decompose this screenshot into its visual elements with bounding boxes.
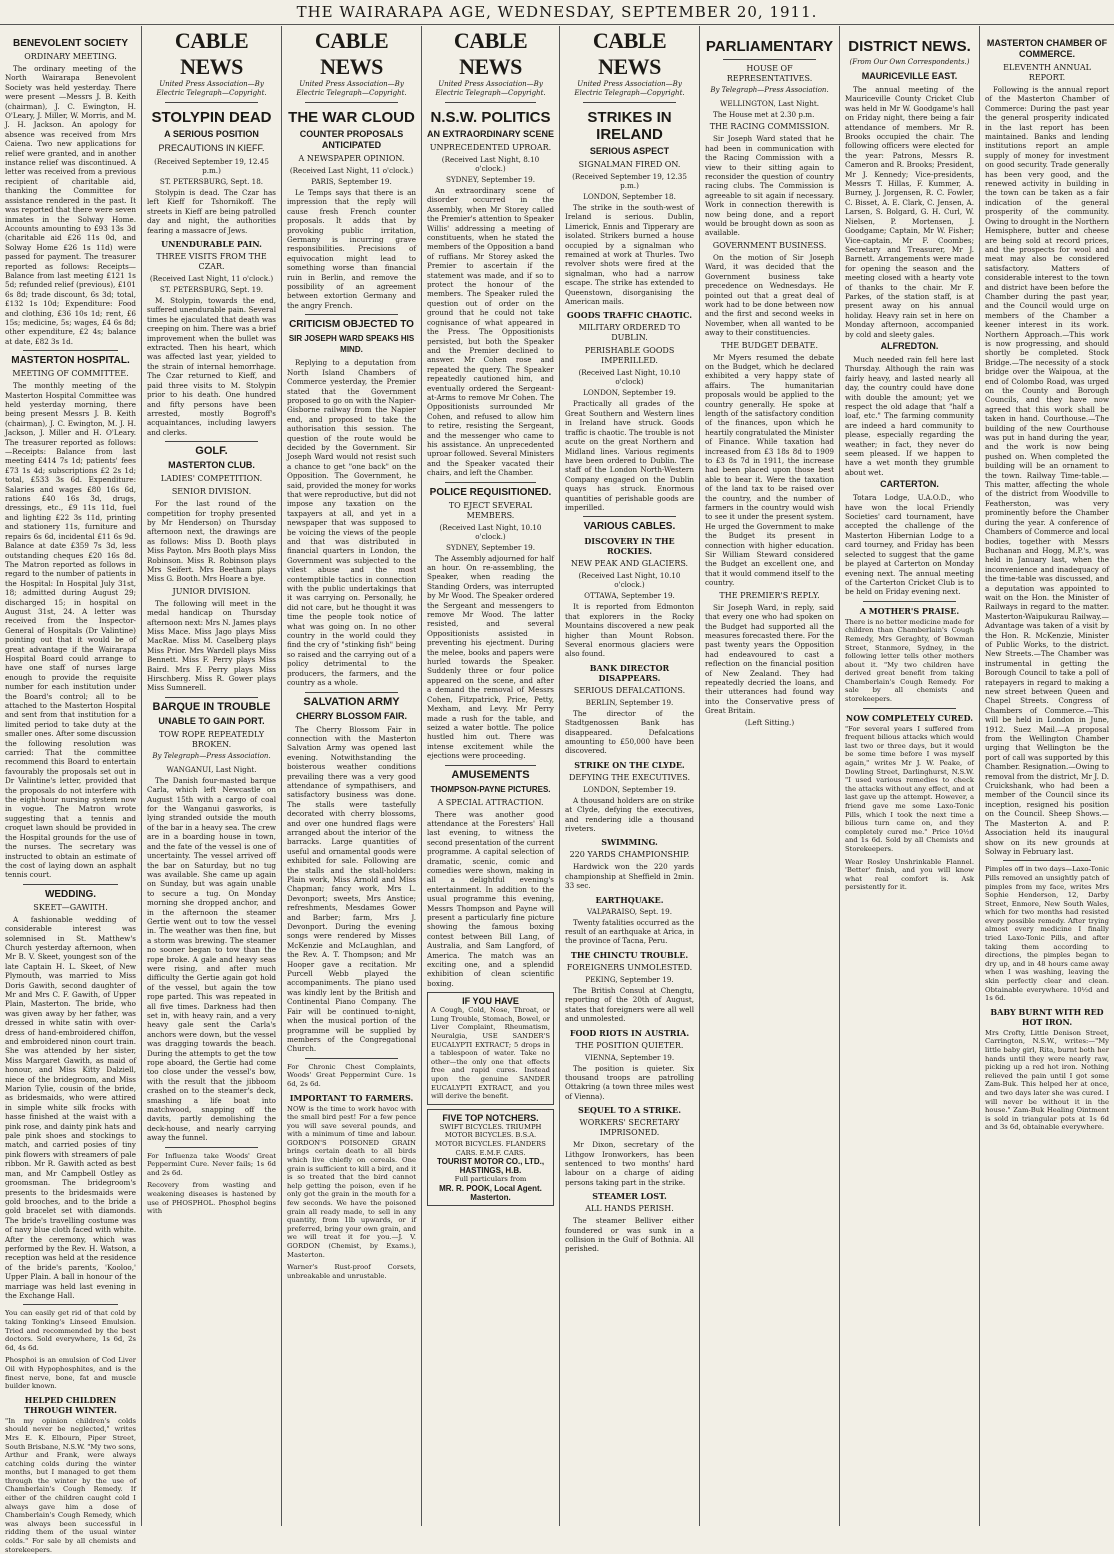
column-6 — [700, 26, 840, 1526]
article-nsw: An extraordinary scene of disorder occurred in the Assembly, when Mr Storey called the Premier's attention to Speaker Willis' addressing a meeting of constituents, when he stated the members of the Opposition a band of ruffians. Mr Storey asked the Premier to ascertain if the statement was made, and if so to protect the honour of the members. The Speaker ruled the question out of order on the ground that he could not take cognisance of what appeared in the Press. The Oppositionists persisted, but both the Speaker and the Premier declined to answer. Mr Cohen rose and repeated the query. The Speaker repeatedly cautioned him, and eventually ordered the Sergeant-at-Arms to remove Mr Cohen. The Oppositionists surrounded Mr Cohen, and refused to allow him to retire, resisting the Sergeant, and the messenger who came to his assistance. An unprecedented uproar followed. Several Ministers and the Speaker vacated their chairs, and left the Chamber. — [427, 186, 554, 478]
headline-farmers: IMPORTANT TO FARMERS. — [289, 1092, 414, 1103]
article-stolypin-2: M. Stolypin, towards the end, suffered unendurable pain. Several times he ejaculated that death was creeping on him. There was a brief improvement when the bullet was extracted. Then his heart, which was affected last year, yielded to the strain of internal hemorrhage. The Czar returned to Kieff, and paid three visits to M. Stolypin prior to his death. One hundred and fifty persons have been arrested, mostly Bogroff's acquaintances, including lawyers and clerks. — [147, 296, 276, 437]
ad-warner: Warner's Rust-proof Corsets, unbreakable and unrustable. — [287, 1263, 416, 1280]
ad-woods: For Influenza take Woods' Great Peppermint Cure. Never fails; 1s 6d and 2s 6d. — [147, 1151, 276, 1177]
subhead-alfredton: ALFREDTON. — [880, 340, 939, 351]
article-house: The House met at 2.30 p.m. — [713, 110, 815, 119]
divider — [583, 516, 676, 517]
ad-tourist — [427, 1109, 554, 1206]
subhead-club: MASTERTON CLUB. — [168, 460, 255, 471]
subhead-swimming: SWIMMING. — [601, 837, 658, 848]
cable-news-banner: CABLE NEWS — [592, 28, 667, 79]
article-junior: The following will meet in the medal handicap on Thursday afternoon next: Mrs N. James plays Miss Mace. Miss Jago plays Miss MacRae. Miss M. Caselberg plays Miss Prior. Mrs Wardell plays Miss Bennett. Miss F. Perry plays Miss Baird. Mrs F. Perry plays Miss Hirschberg. Miss R. Gower plays Miss Sumnerell. — [147, 598, 276, 693]
ad-sander-body: A Cough, Cold, Nose, Throat, or Lung Trouble, Stomach, Bowel, or Liver Complaint, Rheumatism, Neuralgia, USE SANDER'S EUCALYPTI EXTRACT; 5 drops in a tablespoon of water. Take no other—the only one that effects free and rapid cures. Instead upon the genuine SANDER EUCALYPTI EXTRACT, and you will derive the benefit. — [431, 1006, 550, 1101]
subhead-junior: JUNIOR DIVISION. — [172, 586, 251, 596]
headline-baby: BABY BURNT WITH RED HOT IRON. — [990, 1006, 1104, 1027]
ad-phosphol: Recovery from wasting and weakening diseases is hastened by use of PHOSPHOL. Phosphol begins with — [147, 1181, 276, 1216]
column-1 — [0, 26, 142, 1554]
article-earthquake: Twenty fatalities occurred as the result of an earthquake at Arica, in the province of Tacna, Peru. — [565, 917, 694, 946]
subhead-thompson: THOMPSON-PAYNE PICTURES. — [430, 784, 551, 794]
subhead-extraordinary: AN EXTRAORDINARY SCENE — [427, 129, 555, 139]
place-line: SYDNEY, September 19. — [445, 542, 536, 552]
article-budget: Mr Myers resumed the debate on the Budget, which he declared exhibited a very happy state of affairs. The humanitarian proposals would be applied to the country generally. He spoke at length of the satisfactory condition of the finances, upon which he heartily congratulated the Minister of Finance. While taxation had increased from £3 18s 8d to 1909 to £3 8s 7d in 1911, the increase had been placed upon those best able to bear it. Were the taxation of the land tax to be raised over the country, and the number of farmers in the country would wish to see it under the present system. He urged the Government to make the Budget its present in connection with higher education. Sir William Steward considered the Budget an excellent one, and that it would commend itself to the country. — [705, 352, 834, 588]
article-rockies: It is reported from Edmonton that explorers in the Rocky Mountains discovered a new peak higher than Mount Robson. Several enormous glaciers were also found. — [565, 602, 694, 659]
article-stolypin: Stolypin is dead. The Czar has left Kieff for Tshornikoff. The streets in Kieff are being patrolled day and night, the authorities fearing a massacre of Jews. — [147, 188, 276, 235]
article-mauriceville: The annual meeting of the Mauriceville County Cricket Club was held in Mr W. Goodgame's hall on Friday night, there being a fair attendance of members. Mr R. Brooks occupied the chair. The following officers were elected for the year: Patrons, Messrs R. Cameron and R. Brooks; President, Mr J. Kennedy; Vice-presidents, Messrs T. Hillas, F. Kummer, A. Burney, J. Jorgensen, R. C. Fowler, C. Bisset, A. E. Clark, C. Jensen, A. Larsen, S. Bolgard, G. H. Curl, W. Nielsen, P. Mortensen, J. Goodgame; Captain, Mr W. Fisher; Vice-captain, Mr F. Coombes; Secretary and Treasurer, Mr J. Barnett. Arrangements were made for opening the season and the meeting closed with a hearty vote of thanks to the chair. Mr F. Parkes, of the station staff, is at present away on his annual holiday. Heavy rain set in here on Monday afternoon, accompanied by cold and sleety gales. — [845, 85, 974, 339]
headline-chamber: MASTERTON CHAMBER OF COMMERCE. — [986, 38, 1108, 59]
headline-amusements: AMUSEMENTS — [451, 768, 530, 781]
article-war-cloud: Le Temps says that there is an impression that the reply will cause fresh French counter proposals. It adds that by provoking public irritation, Germany is incurring grave responsibilities. Precisions of equivocation might lead to something worse than financial ruin in Berlin, and remove the possibility of an agreement between extortion Germany and the angry French. — [287, 188, 416, 310]
divider — [305, 1058, 398, 1059]
ad-cured: "For several years I suffered from frequent bilious attacks which would last two or three days, but it would be some time before I was myself again," writes Mr J. W. Peake, of Dowling Street, Darlinghurst, N.S.W. "I used various remedies to check the attacks without any effect, and at last gave up the attempt. However, a friend gave me some Laxo-Tonic Pills, which I took the next time a bilious turn came on, and they completely cured me." Price 10½d and 1s 6d. Sold by all Chemists and Storekeepers. — [845, 724, 974, 853]
headline-benevolent: BENEVOLENT SOCIETY — [12, 38, 128, 49]
headline-strikes: STRIKES IN IRELAND — [587, 109, 672, 143]
subhead-unable: UNABLE TO GAIN PORT. — [158, 715, 265, 726]
article-salvation: The Cherry Blossom Fair in connection with the Masterton Salvation Army was opened last evening. Notwithstanding the boisterous weather conditions prevailing there was a very good attendance of sympathisers, and satisfactory business was done. The stalls were tastefully decorated with cherry blossoms, and over one hundred flags were arranged about the interior of the barracks. Large quantities of useful and ornamental goods were exhibited for sale. Following are the stalls and the stall-holders: Plain work, Miss Arnold and Miss Chapman; fancy work, Mrs L. Devonport; sweets, Mrs Anstice; refreshments, Mesdames Gower and Barber; farm, Mrs J. Devonport. During the evening songs were rendered by Misses McKenzie and McLaughlan, and the Rev. A. T. Thompson; and Mr Hooper gave a recitation. Mr Purcell Webb played the accompaniments. The piano used was kindly lent by the British and Continental Piano Company. The Fair will be continued to-night, when the musical portion of the programme will be supplied by members of the Congregational Church. — [287, 724, 416, 1054]
article-barque: The Danish four-masted barque Carla, which left Newcastle on August 15th with a cargo of coal for the Wanganui gasworks, is lying stranded outside the mouth of the bar in a heavy sea. The crew are in a boarding house in town, and the fate of the vessel is one of uncertainty. The vessel arrived off the bar on Saturday, but no tug was available. She came up again on Sunday, but was again unable to secure a tug. On Monday morning she dropped anchor, and in the afternoon the steamer Gertie went out to tow the vessel in. The weather was then fine, but a storm was brewing. The steamer no sooner began to tow than the rope broke. A gale and heavy seas were rising, and after much difficulty the Gertie again got hold of the vessel, but again the tow rope parted. This was repeated in all five times. Darkness had then set in, with heavy rain, and a very heavy gale sent the Carla's anchors were down, but the vessel was dragging towards the beach. During the attempts to get the tow rope aboard, the Gertie had come too close under the vessel's bow, with the result that the jibboom crashed on to the steamer's deck, smashing a life boat into matchwood, snapping off the davits, partly demolishing the deck-house, and nearly carrying away the funnel. — [147, 775, 276, 1143]
place-line: BERLIN, September 19. — [585, 697, 674, 707]
article-benevolent: The ordinary meeting of the North Wairarapa Benevolent Society was held yesterday. There were present —Messrs J. B. Keith (chairman), J. C. Ewington, H. O'Leary, J. Miller, W. Morris, and M. J. H. Jackson. An apology for absence was received from Mrs Caiena. Two new applications for relief were granted, and in another instance relief was discontinued. A letter was received from a previous recipient of charitable aid, thanking the Committee for assistance rendered in the past. It was reported that there were seven inmates in the Solway Home. Accounts amounting to £93 13s 3d (charitable aid £26 11s 0d, and Solway Home £26 1s 11d) were passed for payment. The treasurer reported as follows: Receipts—Balance from last meeting £121 1s 5d; refunded relief (previous), £101 6s 8d; trade discount, 6s 3d; total, £132 1s 10d; Expenditure: Food and clothing, £36 10s 1d; rent, £6 15s; medicine, 5s; wages, £4 6s 8d; other expenditure, £2 4s; balance at date, £82 3s 1d. — [5, 64, 136, 346]
credit: United Press Association—By Electric Telegraph—Copyright. — [435, 80, 546, 97]
ad-tourist-agent: MR. R. POOK, Local Agent. Masterton. — [439, 1183, 542, 1202]
article-hospital: The monthly meeting of the Masterton Hospital Committee was held yesterday morning, there being present Messrs J. B. Keith (chairman), J. C. Ewington, M. J. H. Jackson, J. Miller and H. O'Leary. The treasurer reported as follows: —Receipts: Balance from last meeting £414 7s 1d; patients' fees £73 1s 4d; subscriptions £2 2s 1d; total, £533 3s 6d. Expenditure: Salaries and wages £80 16s 6d, rations £40 16s 3d, drugs, dressings, etc., £9 11s 11d, fuel and lighting £22 3s 11d, printing and stationery 11s, furniture and repairs 6s 6d, incidental £11 6s 9d. Balance at date £359 7s 3d, less outstanding cheques £20 16s 8d. The Matron reported as follows in regard to the number of patients in the Hospital: In Hospital July 31st, 18; admitted during August 29; discharged 15; in hospital on August 31st, 24. A letter was received from the Inspector-General of Hospitals (Dr Valintine) pointing out that it would be of great advantage if the Wairarapa Hospital Board could arrange to have one staff of nurses large enough to provide the requisite number for each institution under the Board's control; all to be attached to the Masterton Hospital and sent from that institution for a limited period to take duty at the smaller ones. After some discussion the following resolution was carried: That the committee recommend this Board to entertain favourably the proposals set out in Dr Valintine's letter, provided that the proposals do not interfere with the eight-hour nursing system now in vogue. The Matron wrote suggesting that a tennis and croquet lawn should be provided in the Hospital grounds for the use of the nurses. The secretary was instructed to obtain an estimate of the cost of laying down an asphalt tennis court. — [5, 381, 136, 880]
subhead-chinese: THE CHINCTU TROUBLE. — [570, 949, 689, 960]
place-line: WELLINGTON, Last Night. — [719, 99, 820, 108]
article-wedding: A fashionable wedding of considerable interest was solemnised in St. Matthew's Church yesterday afternoon, when Mr B. V. Skeet, youngest son of the late Captain H. L. Skeet, of New Plymouth, was married to Miss Doris Gawith, second daughter of Mr and Mrs C. F. Gawith, of Upper Plain, Masterton. The bride, who was given away by her father, was dressed in white satin with over-dress of hand-embroidered chiffon, and embroidered ninon court train. She was attended by her sister, Miss Margaret Gawith, as maid of honour, and Miss Kitty Dalziell, niece of the bridegroom, and Miss Marion Tylie, cousin of the bride, as bridesmaids, who were attired in simple white silk frocks with hasse finished at the waist with a pink rose, and dainty pink hats and pale pink shoes and stockings to match, and carried posies of tiny pink flowers with streamers of pale ribbon. Mr R. Gawith acted as best man, and Mr Campbell Ostley as groomsman. The bridegroom's presents to the bridesmaids were gold brooches, and to the bride a gold bracelet set with diamonds. The bride's travelling costume was of navy blue cloth faced with white. After the ceremony, which was performed by the Rev. H. Watson, a reception was held at the residence of the bride's parents, 'Kooloo,' Upper Plain. A ball in honour of the marriage was held last evening in the Exchange Hall. — [5, 914, 136, 1300]
ad-tourist-full: Full particulars from — [454, 1175, 527, 1184]
divider — [305, 692, 398, 693]
article-golf: For the last round of the competition for trophy presented by Mr Henderson) on Thursday afternoon next, the drawings are as follows: Miss D. Booth plays Miss Payton. Mrs Booth plays Miss Robinson. Miss R. Robinson plays Mrs Seifert. Mrs Beetham plays Miss G. Booth. Mrs Hoare a bye. — [147, 499, 276, 584]
ad-sander-head: IF YOU HAVE — [462, 996, 519, 1007]
subhead-report: ELEVENTH ANNUAL REPORT. — [1003, 63, 1091, 82]
subhead-signalman: SIGNALMAN FIRED ON. — [578, 160, 681, 169]
subhead-military: MILITARY ORDERED TO DUBLIN. — [578, 323, 681, 343]
ad-tourist-head: FIVE TOP NOTCHERS. — [442, 1112, 539, 1123]
subhead-peak: NEW PEAK AND GLACIERS. — [570, 559, 689, 569]
headline-cured: NOW COMPLETELY CURED. — [845, 712, 974, 723]
headline-golf: GOLF. — [195, 445, 228, 458]
article-bank: The director of the Stadtgenossen Bank has disappeared. Defalcations amounting to £50,000 have been discovered. — [565, 708, 694, 756]
divider — [165, 102, 258, 103]
subhead-senior: SENIOR DIVISION. — [171, 487, 252, 497]
subhead-workers: WORKERS' SECRETARY IMPRISONED. — [579, 1118, 680, 1138]
subhead-allhands: ALL HANDS PERISH. — [585, 1204, 674, 1214]
place-line: LONDON, September 19. — [583, 784, 676, 794]
subhead-skeet: SKEET—GAWITH. — [33, 902, 108, 912]
headline-various: VARIOUS CABLES. — [583, 521, 676, 533]
subhead-ordinary: ORDINARY MEETING. — [24, 52, 117, 61]
newspaper-page — [0, 26, 1114, 1554]
dateline: (Received Last Night, 10.10 o'clock.) — [578, 571, 681, 590]
divider — [305, 314, 398, 315]
dateline: (Received September 19, 12.35 p.m.) — [572, 172, 687, 190]
dateline: (Received Last Night, 10.10 o'clock) — [578, 368, 681, 387]
article-chamber: Following is the annual report of the Masterton Chamber of Commerce: During the past year the general prosperity indicated in the last report has been maintained. Banks and lending institutions report an ample supply of money for investment on good security. Trade generally has been very good, and the renewed activity in building in the town can be taken as a fair indication of the general prosperity of the community. Owing to drought in the Northern Hemisphere, butter and cheese are being sold at record prices, and the prospects for wool and meat may also be considered satisfactory. Matters of considerable interest to the town and district have been before the Chamber during the past year, and the Council would urge on members of the Chamber a keener interest in its work. Northern Approach.—This work is now progressing, and should shortly be completed. Stock Bridge.—The necessity of a stock bridge over the Waipoua, at the end of Colombo Road, was urged on the County and Borough Councils, and they have now agreed that this work shall be taken in hand. Courthouse.—The building of the new Courthouse was put in hand during the year, and the work is now being pushed on. When completed the building will be an ornament to the town. Railway Time-table.—This matter, affecting the whole of the district from Woodville to Featherston, was very prominently before the Chamber during the year. A conference of Chambers of Commerce and local bodies, together with Messrs Buchanan and Hogg, M.P.'s, was held in January last, when the inconvenience and inadequacy of the time-table was discussed, and a deputation was appointed to wait on the Hon. the Minister of Railways in regard to the matter. Masterton-Waipukurau Railway.—Advantage was taken of a visit by the Hon. R. McKenzie, Minister of Public Works, to the district. New Streets.—The Chamber was instrumental in getting the Borough Council to take a poll of ratepayers in regard to making a new street between Queen and Chapel Streets. Congress of Chambers of Commerce.—This will be held in London in June, 1912. Suez Mail.—A proposal from the Wellington Chamber urging that Wellington be the port of call was supported by this Chamber. Resignation.—Owing to removal from the district, Mr J. D. Cruickshank, who had been a member of the Council since its inception, resigned his position on the Council. Sheep Shows.—The Masterton A. and P. Association held its inaugural show on its new grounds at Solway in February last. — [985, 85, 1109, 856]
place-line: WANGANUI, Last Night. — [166, 764, 257, 774]
place-line: OTTAWA, September 19. — [584, 591, 675, 601]
credit: United Press Association—By Electric Telegraph—Copyright. — [296, 80, 407, 97]
credit: United Press Association—By Electric Telegraph—Copyright. — [574, 80, 685, 97]
cable-news-banner: CABLE NEWS — [314, 28, 389, 79]
ad-sander — [427, 992, 554, 1105]
subhead-unprecedented: UNPRECEDENTED UPROAR. — [429, 143, 552, 152]
subhead-220: 220 YARDS CHAMPIONSHIP. — [569, 850, 690, 860]
ad-tourist-company: TOURIST MOTOR CO., LTD., HASTINGS, H.B. — [436, 1157, 545, 1176]
subhead-sequel: SEQUEL TO A STRIKE. — [578, 1105, 681, 1116]
subhead-serious: A SERIOUS POSITION — [164, 129, 259, 139]
subhead-committee: MEETING OF COMMITTEE. — [12, 369, 129, 379]
article-police: The Assembly adjourned for half an hour. On re-assembling, the Speaker, when reading the Standing Orders, was interrupted by Mr Wood. The Speaker ordered the Sergeant and messengers to remove Mr Wood. The latter resisted, and several Oppositionists assisted in preventing his ejectment. During the melee, books and papers were hurled towards the Speaker. Suddenly three or four police appeared on the scene, and after a demand the removal of Messrs Cohen, Fitzpatrick, Price, Petty, Mexham, and Levy. Mr Perry made a rush for the table, and seized a water bottle. The police hustled him out. There was intense excitement while the ejections were proceeding. — [427, 553, 554, 761]
article-chinese: The British Consul at Chengtu, reporting of the 20th of August, states that foreigners were all well and unmolested. — [565, 985, 694, 1024]
divider — [23, 350, 118, 351]
place-line: VALPARAISO, Sept. 19. — [586, 906, 673, 916]
ad-gordon: NOW is the time to work havoc with the small bird pest! For a few pence you will save several pounds, and with a minimum of time and labour. GORDON'S POISONED GRAIN brings certain death to all birds which live chiefly on cereals. One grain is sufficient to kill a bird, and it is so treated that the bird cannot help getting the poison, even if he only got the grain in the mouth for a few seconds. We have the poisoned grain all ready made, to sell in any quantity, from 1lb upwards, or if preferred, bring your own grain, and we will treat it for you.—J. V. GORDON (Chemist, by Exams.), Masterton. — [287, 1104, 416, 1259]
subhead-perishable: PERISHABLE GOODS IMPERILLED. — [584, 346, 675, 366]
credit: United Press Association—By Electric Telegraph—Copyright. — [156, 80, 267, 97]
article-racing: Sir Joseph Ward stated that he had been in communication with the Racing Commission with a view to their sitting again to reconsider the question of country racing clubs. The Commission is agreeable to sit again if necessary. Work in connection therewith is now being done, and a report would be brought down as soon as available. — [705, 134, 834, 238]
ad-helped-children: "In my opinion children's colds should never be neglected," writes Mrs E. K. Elbourn, Piper Street, South Brisbane, N.S.W. "My two sons, Arthur and Frank, were always catching colds during the winter months, but I managed to get them through the winter by the use of Chamberlain's Cough Remedy. If either of the children caught cold I always gave him a dose of Chamberlain's Cough Remedy, which was always been successful in ridding them of the usual winter colds." For sale by all chemists and storekeepers. — [5, 1416, 136, 1554]
article-swimming: Hardwick won the 220 yards championship at Sheffield in 2min. 33 sec. — [565, 862, 694, 891]
headline-district: DISTRICT NEWS. — [848, 38, 971, 55]
article-sequel: Mr Dixon, secretary of the Lithgow Ironworkers, has been sentenced to two months' hard labour on a charge of aiding persons taking part in the strike. — [565, 1140, 694, 1187]
column-4 — [422, 26, 560, 1526]
ad-tourist-bikes: SWIFT BICYCLES. TRIUMPH MOTOR BICYCLES. B.S.A. MOTOR BICYCLES. FLANDERS CARS. E.M.F. CARS. — [435, 1122, 546, 1157]
divider — [863, 601, 956, 602]
subhead-racing: THE RACING COMMISSION. — [709, 122, 830, 132]
subhead-ward: SIR JOSEPH WARD SPEAKS HIS MIND. — [288, 334, 415, 355]
article-premier: Sir Joseph Ward, in reply, said that every one who had spoken on the Budget had supported all the measures forecasted there. For the past twenty years the Opposition had endeavoured to cast a reflection on the financial position of New Zealand. They had repeatedly decried the loans, and their utterances had found way into the Conservative press of Great Britain. — [705, 602, 834, 716]
place-line: VIENNA, September 19. — [584, 1052, 675, 1062]
article-steamer: The steamer Belliver either foundered or was sunk in a collision in the Gulf of Bothnia. All perished. — [565, 1216, 694, 1254]
column-8 — [980, 26, 1114, 1526]
article-food: The position is quieter. Six thousand troops are patrolling Ottakring (a town three miles west of Vienna). — [565, 1063, 694, 1101]
subhead-goods: GOODS TRAFFIC CHAOTIC. — [566, 310, 693, 321]
headline-helped-children: HELPED CHILDREN THROUGH WINTER. — [24, 1394, 117, 1415]
subhead-mauriceville: MAURICEVILLE EAST. — [861, 71, 958, 81]
article-clyde: A thousand holders are on strike at Clyde, defying the executives, and rendering idle a thousand riveters. — [565, 795, 694, 834]
subhead-premier: THE PREMIER'S REPLY. — [719, 590, 820, 600]
ad-zam-buk: Mrs Crofty, Little Denison Street, Carrington, N.S.W., writes:—"My little baby girl, Rita, burnt both her hands until they were nearly raw, picking up a red hot iron. Nothing relieved the pain until I got some Zam-Buk. This helped her at once, and two days later she was cured. I will never be without it in the house." Zam-Buk Healing Ointment is sold in triangular pots at 1s 6d and 3s 6d, obtainable everywhere. — [985, 1028, 1109, 1132]
dateline: (Received Last Night, 10.10 o'clock.) — [439, 522, 542, 541]
subhead-bank: BANK DIRECTOR DISAPPEARS. — [589, 662, 670, 683]
article-strikes: The strike in the south-west of Ireland is serious. Dublin, Limerick, Ennis and Tipperary are isolated. Strikers burned a house occupied by a signalman who remained at work at Thurles. Two revolver shots were fired at the signalman, who had a narrow escape. The strike has extended to Queenstown, disorganising the American mails. — [565, 203, 694, 307]
subhead-cherry: CHERRY BLOSSOM FAIR. — [295, 710, 407, 721]
article-government: On the motion of Sir Joseph Ward, it was decided that the Government business take precedence on Wednesdays. He pointed out that a great deal of work had to be done between now and the first and second weeks in November, when all wanted to be away to their constituencies. — [705, 252, 834, 338]
divider — [445, 482, 536, 483]
article-alfredton: Much needed rain fell here last Thursday. Although the rain was fairly heavy, and lasted nearly all day, the country could have done with double the amount; yet we respect the old adage that "half a loaf, etc." The farming community are indeed a hard community to please, especially regarding the weather; in fact, they never do seem pleased. If we happen to have a wet month they grumble about wet. — [845, 354, 974, 477]
divider — [1003, 860, 1091, 861]
column-7 — [840, 26, 980, 1526]
footer-left-sitting: (Left Sitting.) — [744, 717, 795, 727]
headline-mothers: A MOTHER'S PRAISE. — [859, 605, 960, 616]
subhead-government: GOVERNMENT BUSINESS. — [712, 240, 827, 250]
column-5 — [560, 26, 700, 1526]
masthead: THE WAIRARAPA AGE, WEDNESDAY, SEPTEMBER 20, 1911. — [0, 0, 1114, 25]
divider — [723, 59, 816, 60]
ad-phosphoi: Phosphoi is an emulsion of Cod Liver Oil with Hypophosphites, and is the finest nerve, bone, fat and muscle builder known. — [5, 1356, 136, 1391]
cable-news-banner: CABLE NEWS — [453, 28, 528, 79]
subhead-budget: THE BUDGET DEBATE. — [720, 340, 819, 350]
headline-police: POLICE REQUISITIONED. — [429, 486, 552, 498]
column-2 — [142, 26, 282, 1526]
dateline: (Received Last Night, 11 o'clock.) — [149, 274, 274, 284]
article-criticism: Replying to a deputation from North Island Chambers of Commerce yesterday, the Premier stated that the Government proposed to go on with the Napier-Gisborne railway from the Napier end, and proposed to take the authorisation this session. The question of the route would be decided by the Government. Sir Joseph Ward would not resist such a chance to get "one back" on the Opposition. The Government, he said, provided the money for works that were reproductive, but did not impose any taxation on the taxpayers at all, and yet in a newspaper that was supposed to be voicing the views of the people and that was distributed in financial quarters in London, the Government was subjected to the vilest abuse and the most contemptible tactics in connection with the public undertakings that it was carrying on. Personally, he did not care, but he thought it was time the people took notice of what was going on. In no other country in the world could they find the cry of "stinking fish" being so raised and the carrying out of a policy detrimental to the producers, the farmers, and the country as a whole. — [287, 358, 416, 688]
divider — [165, 1147, 258, 1148]
article-goods: Practically all grades of the Great Southern and Western lines in Ireland have struck. Goods traffic is chaotic. The trouble is not acute on the great Northern and Midland lines. Various regiments have been ordered to Dublin. The staff of the London North-Western Company engaged on the Dublin quays has struck. Enormous quantities of perishable goods are imperilled. — [565, 399, 694, 512]
ad-mothers: There is no better medicine made for children than Chamberlain's Cough Remedy, Mrs Geraghty, of Bowman Street, Stanmore, Sydney, in the following letter tells other mothers about it. "My two children have derived great benefit from taking Chamberlain's Cough Remedy. For sale by all chemists and storekeepers. — [845, 617, 974, 704]
dateline: (Received Last Night, 11 o'clock.) — [289, 166, 414, 175]
ad-woods-cough: For Chronic Chest Complaints, Woods' Great Peppermint Cure. 1s 6d, 2s 6d. — [287, 1062, 416, 1088]
subhead-steamer: STEAMER LOST. — [592, 1191, 667, 1202]
divider — [863, 708, 956, 709]
headline-salvation: SALVATION ARMY — [303, 695, 400, 708]
subhead-aspect: SERIOUS ASPECT — [589, 146, 670, 156]
subhead-food: FOOD RIOTS IN AUSTRIA. — [569, 1027, 690, 1038]
subhead-eject: TO EJECT SEVERAL MEMBERS. — [448, 500, 533, 520]
subhead-rockies: DISCOVERY IN THE ROCKIES. — [584, 536, 675, 557]
place-line: LONDON, September 19. — [583, 388, 676, 398]
ad-rosley: Wear Rosley Unshrinkable Flannel. 'Better' finish, and you will know what real comfort is. Ask persistently for it. — [845, 857, 974, 892]
headline-wedding: WEDDING. — [44, 888, 97, 900]
place-line: SYDNEY, September 19. — [445, 175, 536, 184]
divider — [445, 765, 536, 766]
dateline: (Received Last Night, 8.10 o'clock.) — [441, 155, 540, 173]
subhead-earthquake: EARTHQUAKE. — [595, 894, 664, 905]
subhead-ladies: LADIES' COMPETITION. — [160, 474, 263, 484]
ad-laxo-tonic: Pimples off in two days—Laxo-Tonic Pills removed an unsightly patch of pimples from my face, writes Mrs Sophie Henderson, 12, Darby Street, Enmore, New South Wales, which for two months had resisted every possible remedy. After trying almost every medicine I finally tried Laxo-Tonic Pills, and after taking them according to directions, the pimples began to dry up, and in 48 hours came away when I was washing, leaving the skin perfectly clear and clean. Obtainable everywhere. 10½d and 1s 6d. — [985, 865, 1109, 1003]
headline-war-cloud: THE WAR CLOUD — [288, 109, 415, 126]
divider — [305, 102, 398, 103]
place-line: PEKING, September 19. — [585, 974, 674, 984]
divider — [445, 102, 536, 103]
article-amusements: There was another good attendance at the Foresters' Hall last evening, to witness the second presentation of the current programme. A capital selection of dramatic, scenic, comic and comedies were shown, making in all a delightful evening's entertainment. In addition to the usual programme this evening, Messrs Thompson and Payne will present a particularly fine picture showing the famous boxing contest between Bill Lang, of Australia, and Sam Langford, of America. The match was an exciting one, and a splendid exhibition of clean scientific boxing. — [427, 809, 554, 988]
subhead-precautions: PRECAUTIONS IN KIEFF. — [158, 143, 265, 153]
subhead-czar: THREE VISITS FROM THE CZAR. — [156, 252, 267, 272]
divider — [23, 1304, 118, 1305]
subhead-clyde: STRIKE ON THE CLYDE. — [574, 759, 685, 770]
place-line: LONDON, September 18. — [583, 192, 676, 201]
credit: (From Our Own Correspondents.) — [849, 58, 970, 66]
headline-parliamentary: PARLIAMENTARY — [705, 38, 834, 55]
subhead-house: HOUSE OF REPRESENTATIVES. — [726, 64, 813, 83]
credit: By Telegraph—Press Association. — [710, 86, 829, 94]
subhead-carterton: CARTERTON. — [880, 479, 939, 490]
ad-linseed: You can easily get rid of that cold by taking Tonking's Linseed Emulsion. Tried and recommended by the best doctors. Sold everywhere, 1s 6d, 2s 6d, 4s 6d. — [5, 1309, 136, 1352]
headline-hospital: MASTERTON HOSPITAL. — [11, 355, 130, 367]
subhead-pain: UNENDURABLE PAIN. — [161, 239, 262, 250]
credit-press: By Telegraph—Press Association. — [152, 751, 271, 760]
subhead-defalcations: SERIOUS DEFALCATIONS. — [573, 685, 686, 695]
dateline: (Received September 19, 12.45 p.m.) — [154, 157, 269, 175]
article-carterton: Totara Lodge, U.A.O.D., who have won the local Friendly Societies' card tournament, have accepted the challenge of the Masterton Hibernian Lodge to a card tourney, and Friday has been selected to suggest that the game be played at Carterton on Monday evening next. The annual meeting of the Carterton Cricket Club is to be held on Friday evening next. — [845, 493, 974, 597]
headline-stolypin: STOLYPIN DEAD — [151, 109, 272, 126]
divider — [23, 884, 118, 885]
cable-news-banner: CABLE NEWS — [174, 28, 249, 79]
subhead-special: A SPECIAL ATTRACTION. — [437, 797, 544, 807]
place-line: PARIS, September 19. — [311, 177, 392, 186]
column-3 — [282, 26, 422, 1526]
subhead-defying: DEFYING THE EXECUTIVES. — [569, 772, 690, 782]
subhead-quieter: THE POSITION QUIETER. — [575, 1040, 684, 1050]
place-line: ST. PETERSBURG, Sept. 19. — [159, 285, 264, 295]
divider — [165, 697, 258, 698]
subhead-tow: TOW ROPE REPEATEDLY BROKEN. — [158, 729, 265, 749]
subhead-newspaper: A NEWSPAPER OPINION. — [298, 154, 405, 163]
headline-barque: BARQUE IN TROUBLE — [152, 700, 271, 713]
divider — [583, 102, 676, 103]
headline-criticism: CRITICISM OBJECTED TO — [289, 319, 414, 331]
subhead-counter: COUNTER PROPOSALS ANTICIPATED — [299, 129, 404, 150]
subhead-foreigners: FOREIGNERS UNMOLESTED. — [566, 962, 693, 972]
divider — [165, 441, 258, 442]
place-line: ST. PETERSBURG, Sept. 18. — [159, 177, 264, 186]
headline-nsw: N.S.W. POLITICS — [430, 109, 551, 126]
